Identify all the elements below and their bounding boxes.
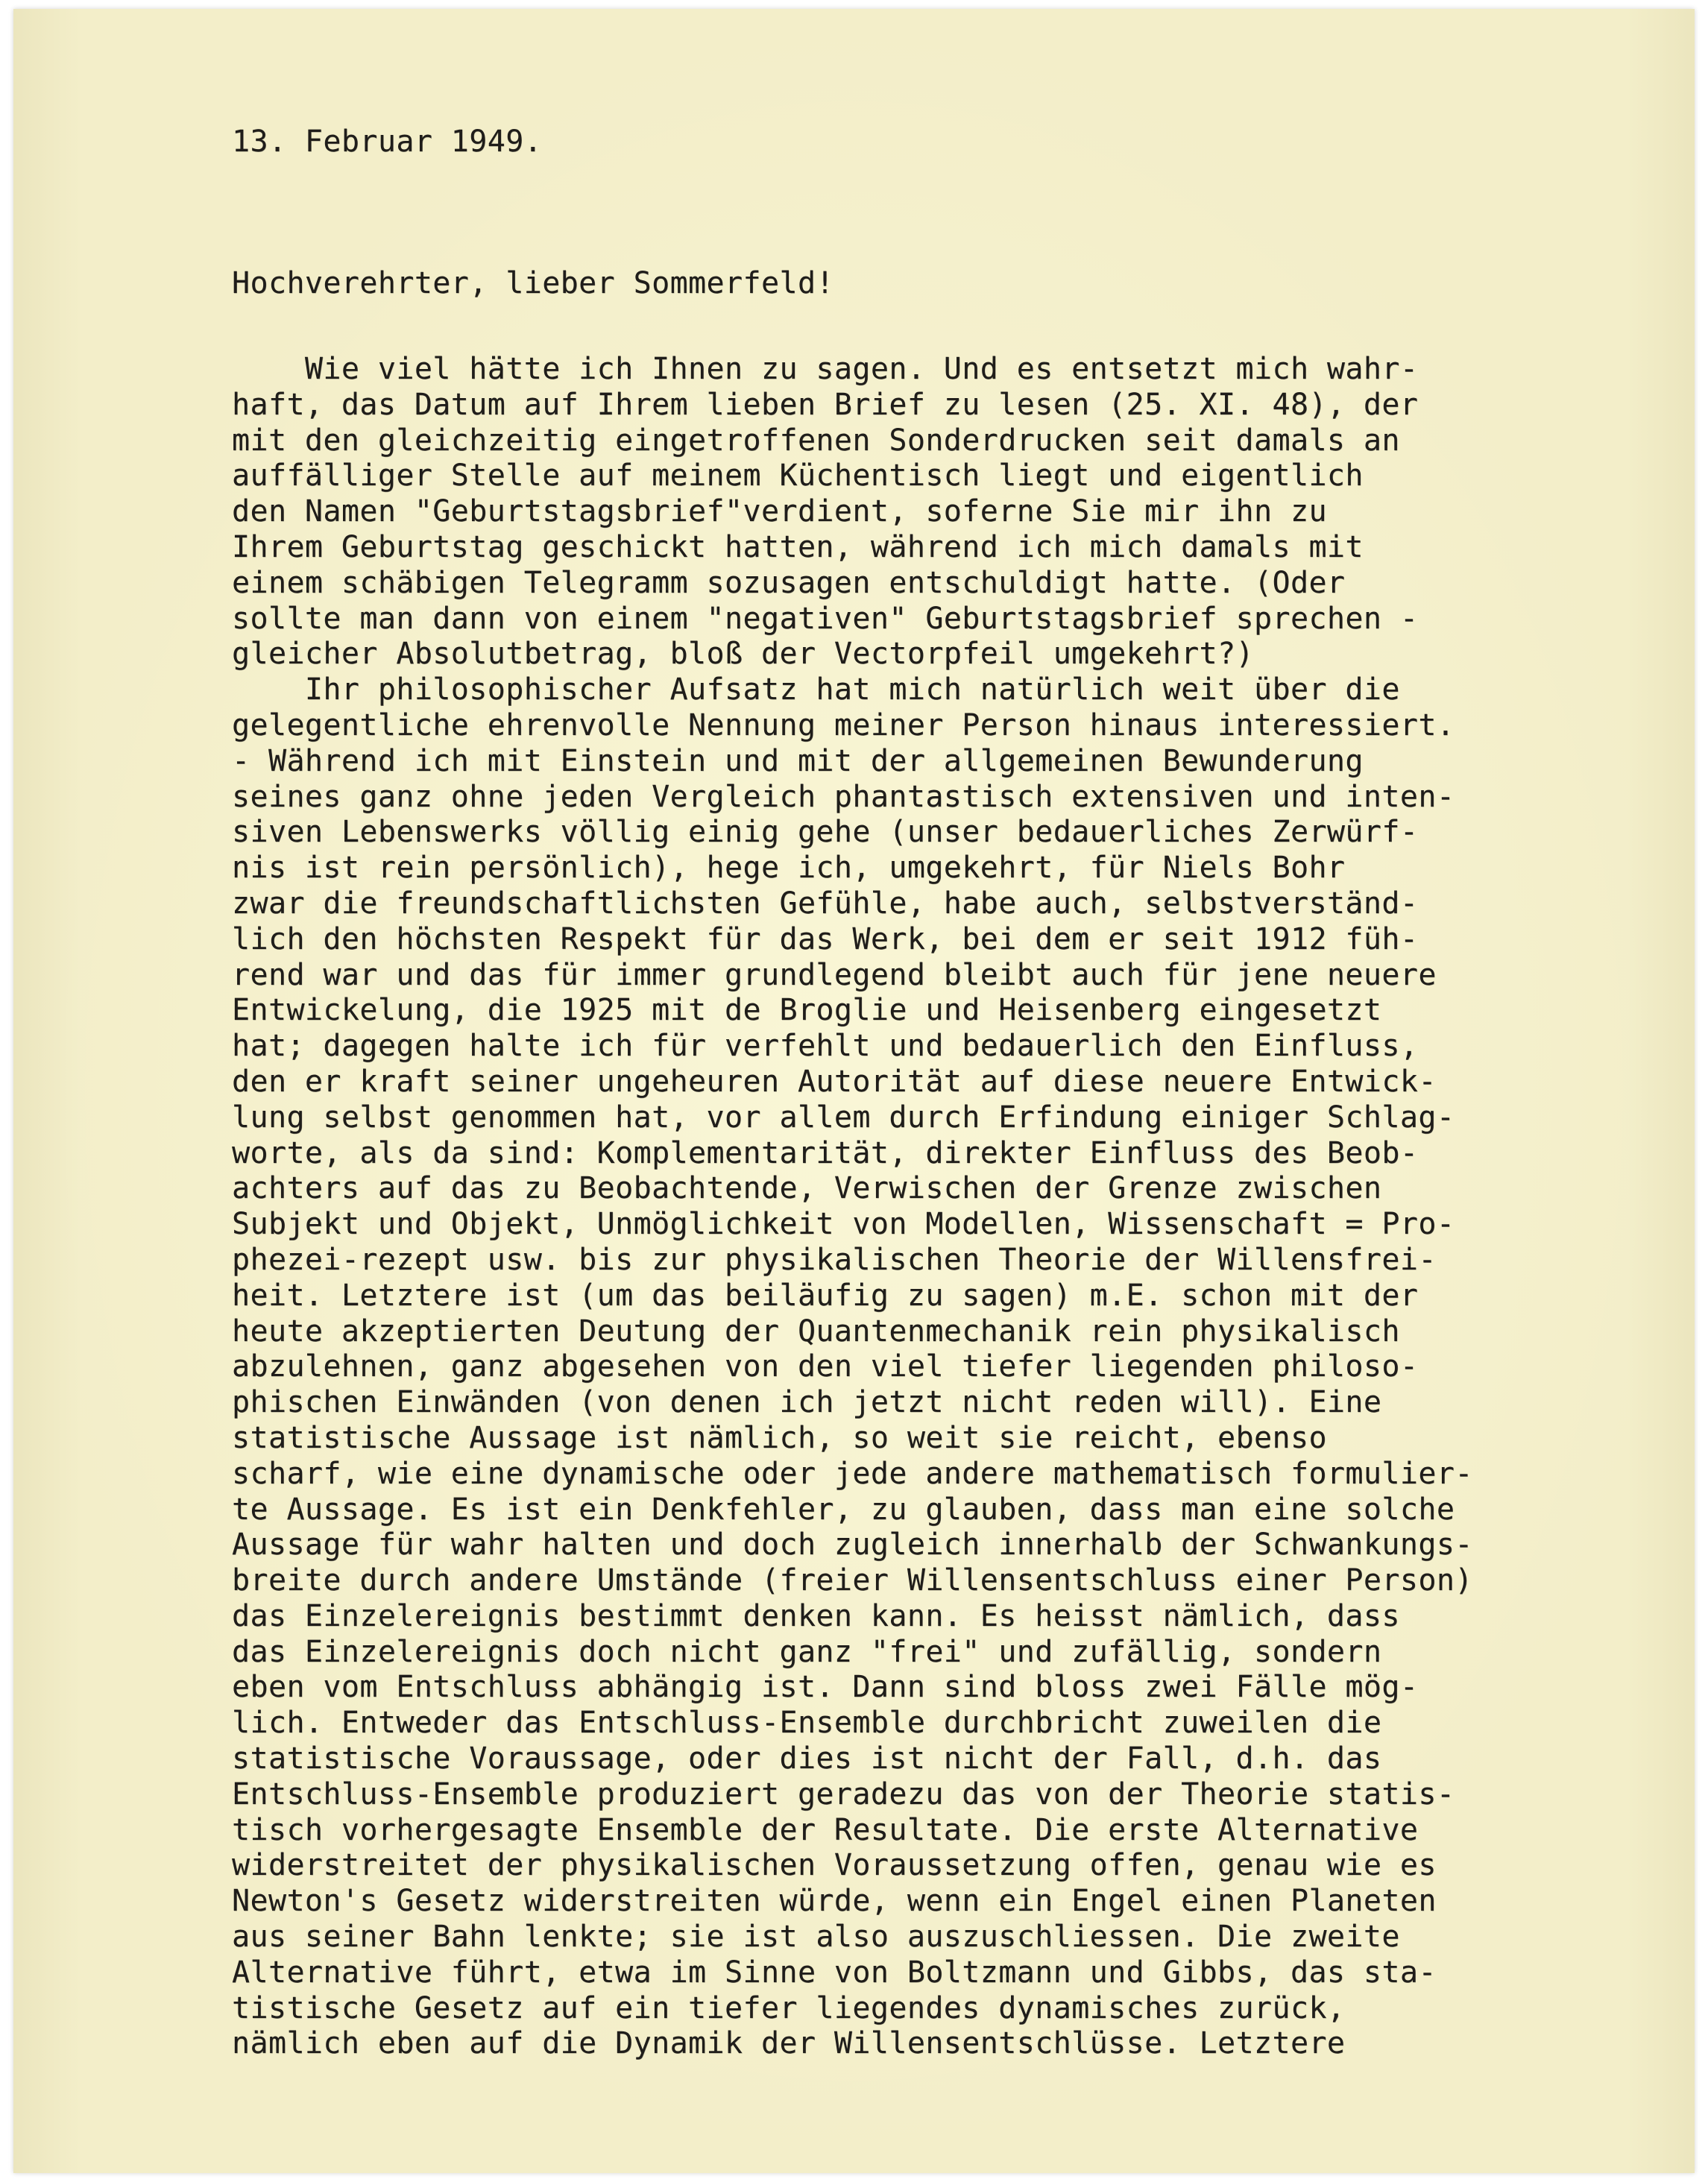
letter-body-line: das Einzelereignis bestimmt denken kann. Es heisst nämlich, dass [232, 1598, 1400, 1633]
letter-salutation: Hochverehrter, lieber Sommerfeld! [232, 266, 834, 300]
letter-body-line: tistische Gesetz auf ein tiefer liegendes dynamisches zurück, [232, 1990, 1346, 2025]
letter-body-line: auffälliger Stelle auf meinem Küchentisch liegt und eigentlich [232, 458, 1364, 494]
letter-body-line: Entschluss-Ensemble produziert geradezu das von der Theorie statis- [232, 1776, 1455, 1811]
letter-body-line: rend war und das für immer grundlegend bleibt auch für jene neuere [232, 957, 1437, 992]
letter-body-line: nämlich eben auf die Dynamik der Willensentschlüsse. Letztere [232, 2026, 1346, 2061]
letter-body-line: hat; dagegen halte ich für verfehlt und bedauerlich den Einfluss, [232, 1029, 1419, 1064]
letter-body-line: zwar die freundschaftlichsten Gefühle, habe auch, selbstverständ- [232, 886, 1419, 921]
letter-body-line: gleicher Absolutbetrag, bloß der Vectorpfeil umgekehrt?) [232, 637, 1254, 672]
letter-body-line: lung selbst genommen hat, vor allem durch Erfindung einiger Schlag- [232, 1100, 1455, 1135]
letter-body-line: statistische Aussage ist nämlich, so weit sie reicht, ebenso [232, 1420, 1327, 1455]
letter-body-line: breite durch andere Umstände (freier Willensentschluss einer Person) [232, 1563, 1473, 1598]
letter-date: 13. Februar 1949. [232, 124, 543, 159]
letter-body-line: heit. Letztere ist (um das beiläufig zu sagen) m.E. schon mit der [232, 1278, 1419, 1313]
letter-body-line: sollte man dann von einem "negativen" Geburtstagsbrief sprechen - [232, 601, 1419, 636]
letter-body-line: mit den gleichzeitig eingetroffenen Sonderdrucken seit damals an [232, 423, 1400, 458]
letter-body-line: siven Lebenswerks völlig einig gehe (unser bedauerliches Zerwürf- [232, 815, 1419, 850]
letter-body-line: achters auf das zu Beobachtende, Verwischen der Grenze zwischen [232, 1171, 1382, 1206]
letter-body-line: worte, als da sind: Komplementarität, direkter Einfluss des Beob- [232, 1135, 1419, 1170]
letter-body-line: te Aussage. Es ist ein Denkfehler, zu glauben, dass man eine solche [232, 1492, 1455, 1527]
letter-body-line: seines ganz ohne jeden Vergleich phantastisch extensiven und inten- [232, 779, 1455, 814]
letter-body-line: Alternative führt, etwa im Sinne von Boltzmann und Gibbs, das sta- [232, 1955, 1437, 1990]
letter-body-line: statistische Voraussage, oder dies ist nicht der Fall, d.h. das [232, 1741, 1382, 1776]
letter-body-line: haft, das Datum auf Ihrem lieben Brief zu lesen (25. XI. 48), der [232, 387, 1419, 422]
letter-body-line: abzulehnen, ganz abgesehen von den viel tiefer liegenden philoso- [232, 1349, 1419, 1384]
letter-body-line: nis ist rein persönlich), hege ich, umgekehrt, für Niels Bohr [232, 851, 1346, 886]
letter-body-line: Ihrem Geburtstag geschickt hatten, während ich mich damals mit [232, 529, 1364, 564]
letter-page [13, 9, 1695, 2173]
letter-body-line: scharf, wie eine dynamische oder jede andere mathematisch formulier- [232, 1456, 1473, 1491]
letter-body-line: lich. Entweder das Entschluss-Ensemble durchbricht zuweilen die [232, 1706, 1382, 1741]
letter-body-line: den Namen "Geburtstagsbrief"verdient, soferne Sie mir ihn zu [232, 494, 1327, 529]
letter-body [232, 352, 1672, 2062]
letter-body-line: tisch vorhergesagte Ensemble der Resultate. Die erste Alternative [232, 1812, 1419, 1847]
letter-body-line: eben vom Entschluss abhängig ist. Dann sind bloss zwei Fälle mög- [232, 1670, 1419, 1705]
letter-body-line: - Während ich mit Einstein und mit der allgemeinen Bewunderung [232, 743, 1364, 778]
letter-body-line: Aussage für wahr halten und doch zugleich innerhalb der Schwankungs- [232, 1527, 1473, 1563]
letter-body-line: heute akzeptierten Deutung der Quantenmechanik rein physikalisch [232, 1314, 1400, 1349]
letter-body-line: Wie viel hätte ich Ihnen zu sagen. Und es entsetzt mich wahr- [232, 352, 1419, 386]
letter-body-line: einem schäbigen Telegramm sozusagen entschuldigt hatte. (Oder [232, 565, 1346, 600]
letter-body-line: das Einzelereignis doch nicht ganz "frei" und zufällig, sondern [232, 1634, 1382, 1669]
letter-body-line: Newton's Gesetz widerstreiten würde, wenn ein Engel einen Planeten [232, 1884, 1437, 1919]
letter-body-line: Ihr philosophischer Aufsatz hat mich natürlich weit über die [232, 672, 1400, 707]
letter-body-line: widerstreitet der physikalischen Voraussetzung offen, genau wie es [232, 1848, 1437, 1883]
letter-body-line: phischen Einwänden (von denen ich jetzt nicht reden will). Eine [232, 1385, 1382, 1420]
letter-body-line: aus seiner Bahn lenkte; sie ist also auszuschliessen. Die zweite [232, 1920, 1400, 1955]
letter-body-line: Entwickelung, die 1925 mit de Broglie und Heisenberg eingesetzt [232, 993, 1382, 1028]
letter-body-line: gelegentliche ehrenvolle Nennung meiner Person hinaus interessiert. [232, 707, 1455, 742]
letter-body-line: lich den höchsten Respekt für das Werk, bei dem er seit 1912 füh- [232, 921, 1419, 956]
letter-body-line: den er kraft seiner ungeheuren Autorität auf diese neuere Entwick- [232, 1064, 1437, 1099]
letter-body-line: Subjekt und Objekt, Unmöglichkeit von Modellen, Wissenschaft = Pro- [232, 1207, 1455, 1242]
letter-body-line: phezei-rezept usw. bis zur physikalischen Theorie der Willensfrei- [232, 1242, 1437, 1277]
